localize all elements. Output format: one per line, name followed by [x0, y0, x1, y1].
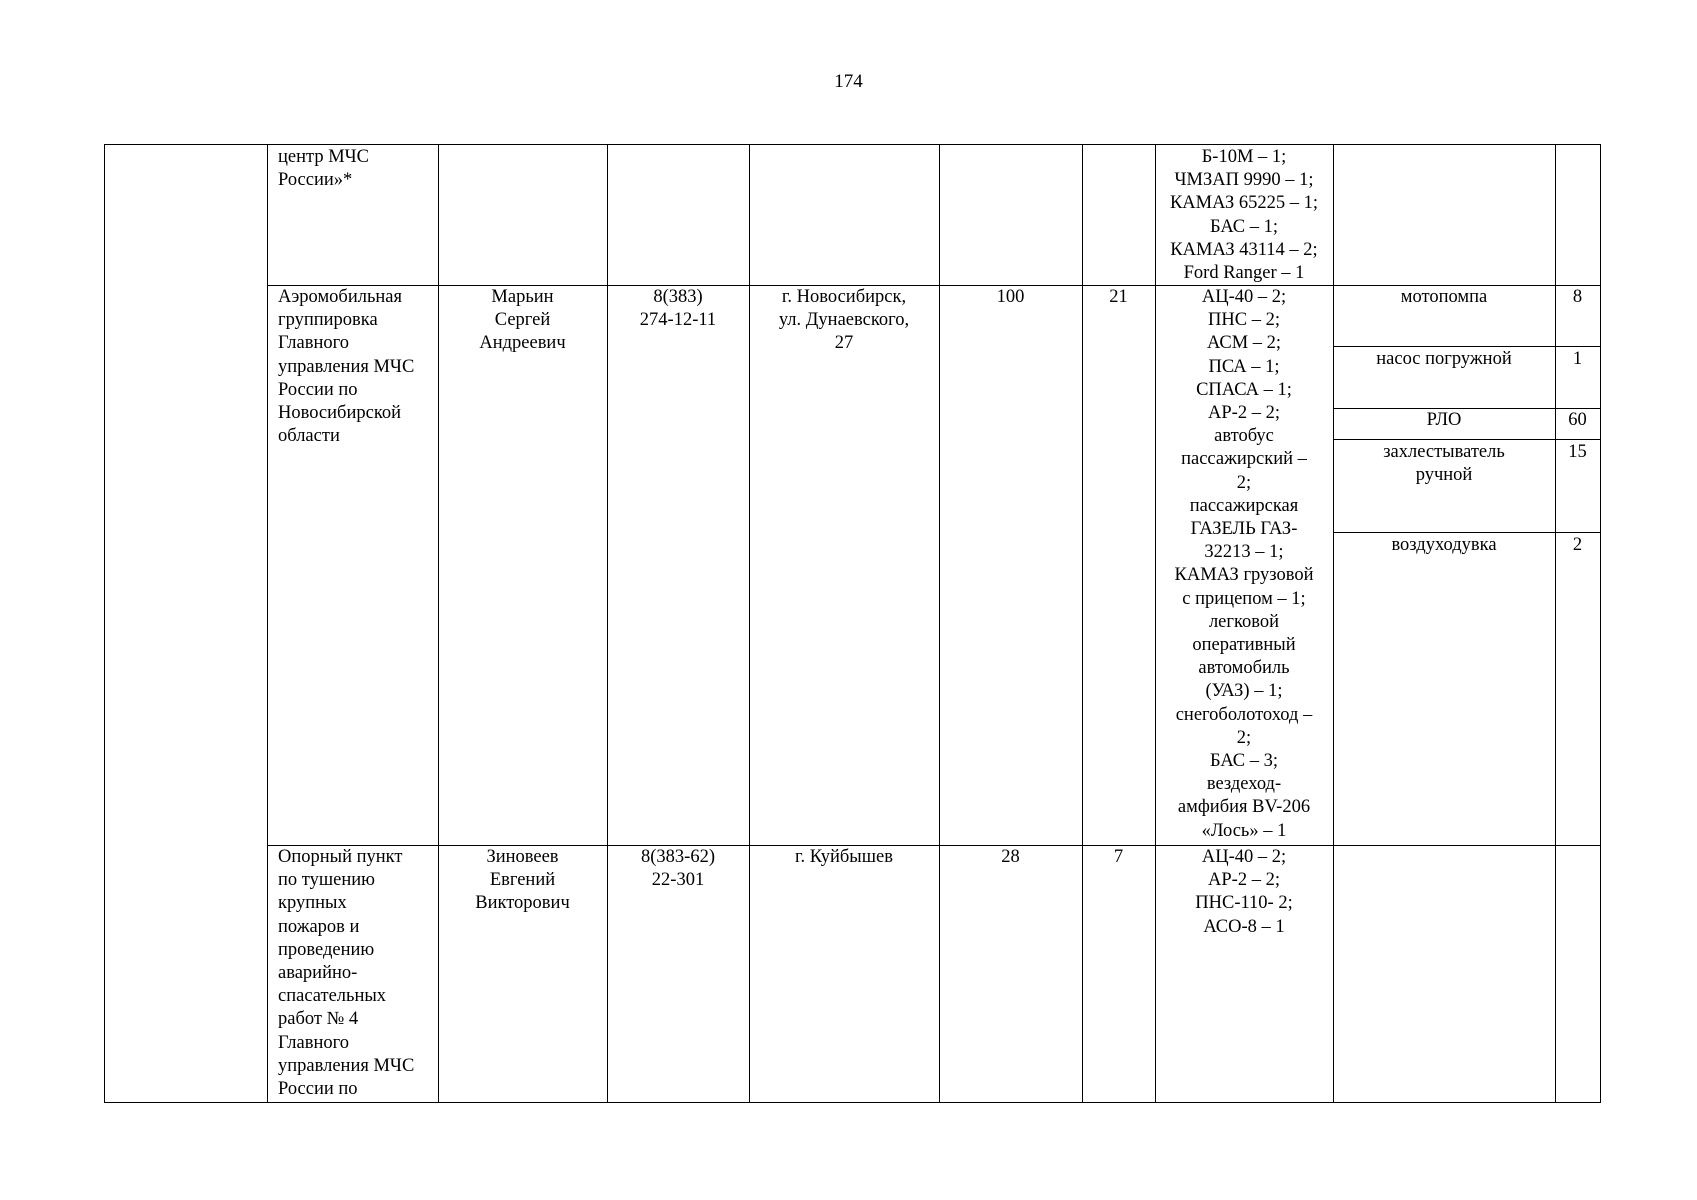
table-bottom-border — [104, 1102, 1601, 1103]
organization-cell: центр МЧС России»* — [278, 147, 370, 191]
equipment-qty-cell: 8 — [1572, 287, 1583, 307]
equipment-divider — [1333, 346, 1601, 347]
equipment-qty-cell: 1 — [1572, 349, 1583, 369]
table-left-border — [104, 144, 105, 1103]
equipment-divider — [1333, 439, 1601, 440]
equipment-name-cell: мотопомпа — [1400, 287, 1488, 307]
vehicles-cell: Б-10М – 1; ЧМЗАП 9990 – 1; КАМАЗ 65225 – 1; БАС – 1; КАМАЗ 43114 – 2; Ford Ranger – 1 — [1169, 147, 1319, 284]
table-top-border — [104, 144, 1601, 145]
organization-cell: Опорный пункт по тушению крупных пожаров и проведению аварийно- спасательных работ № 4 Главного управления МЧС России по — [278, 847, 415, 1100]
address-cell: г. Куйбышев — [795, 847, 893, 867]
phone-cell: 8(383-62) 22-301 — [641, 847, 715, 891]
equipment-name-cell: воздуходувка — [1391, 535, 1497, 555]
equipment-name-cell: захлестыватель ручной — [1383, 442, 1505, 486]
head-cell: Марьин Сергей Андреевич — [479, 287, 566, 354]
units-cell: 7 — [1113, 847, 1124, 867]
address-cell: г. Новосибирск, ул. Дунаевского, 27 — [778, 287, 910, 354]
head-cell: Зиновеев Евгений Викторович — [475, 847, 570, 914]
units-cell: 21 — [1109, 287, 1128, 307]
personnel-cell: 100 — [996, 287, 1025, 307]
equipment-name-cell: РЛО — [1426, 410, 1462, 430]
equipment-qty-cell: 2 — [1572, 535, 1583, 555]
vehicles-cell: АЦ-40 – 2; АР-2 – 2; ПНС-110- 2; АСО-8 – 1 — [1195, 847, 1293, 937]
phone-cell: 8(383) 274-12-11 — [639, 287, 717, 331]
organization-cell: Аэромобильная группировка Главного управления МЧС России по Новосибирской области — [278, 287, 415, 447]
personnel-cell: 28 — [1001, 847, 1020, 867]
equipment-qty-cell: 15 — [1568, 442, 1587, 462]
table-right-border — [1600, 144, 1601, 1103]
vehicles-cell: АЦ-40 – 2; ПНС – 2; АСМ – 2; ПСА – 1; СПАСА – 1; АР-2 – 2; автобус пассажирский – 2; пассажирская ГАЗЕЛЬ ГАЗ- 32213 – 1; КАМАЗ грузовой с прицепом – 1; легковой оперативный автомобиль (УАЗ) – 1; снегоболотоход – 2; БАС – 3; вездеход- амфибия BV-206 «Лось» – 1 — [1174, 287, 1314, 841]
equipment-qty-cell: 60 — [1568, 410, 1587, 430]
page-number: 174 — [834, 71, 863, 92]
equipment-name-cell: насос погружной — [1376, 349, 1512, 369]
equipment-divider — [1333, 532, 1601, 533]
